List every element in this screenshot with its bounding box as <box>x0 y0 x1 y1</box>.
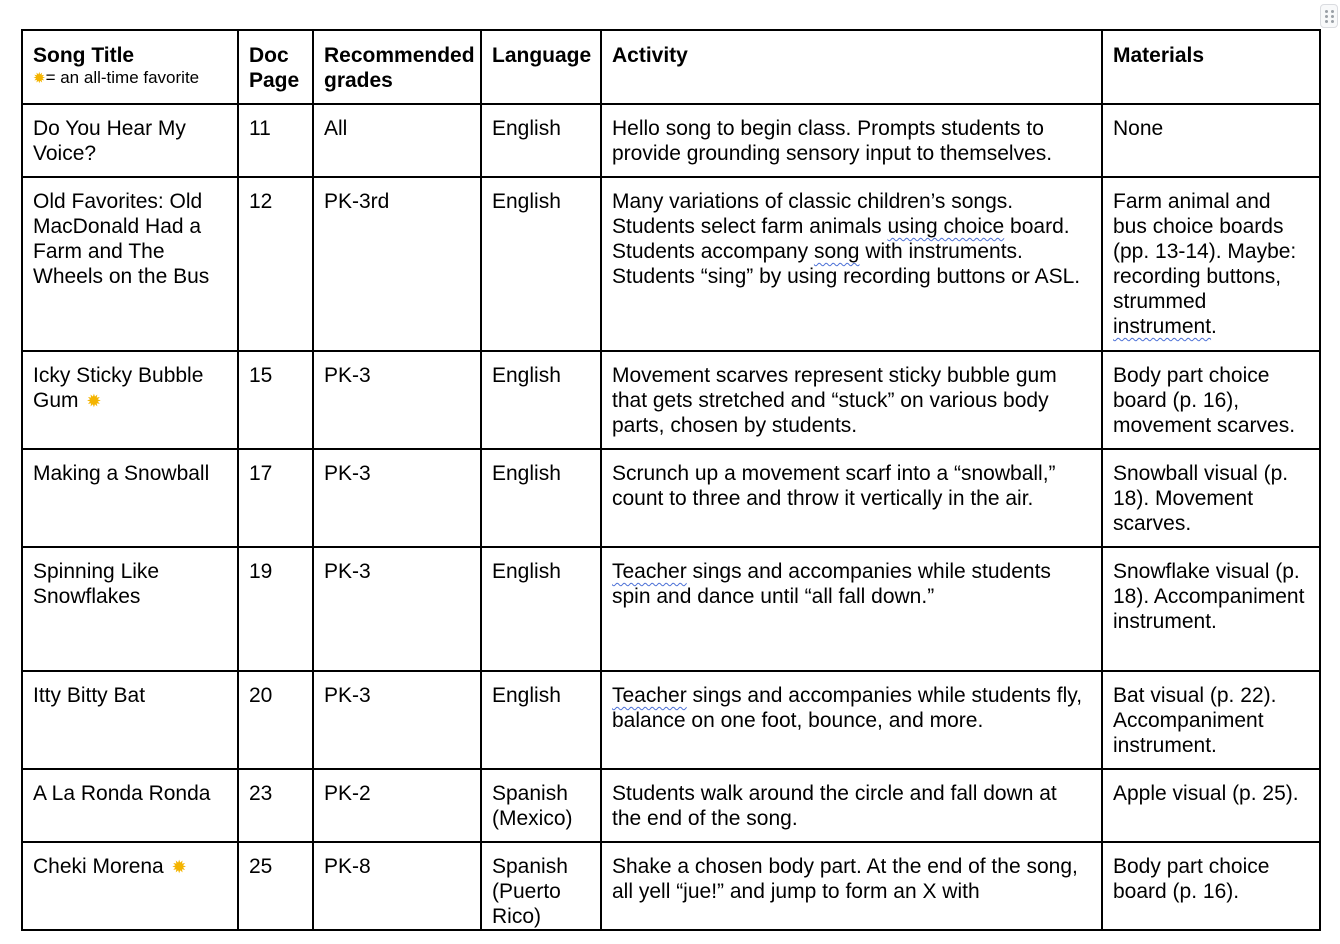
cell-grades[interactable]: All <box>313 104 481 177</box>
header-language[interactable]: Language <box>481 30 601 104</box>
favorite-star-icon: ✹ <box>171 857 187 877</box>
cell-materials[interactable]: Body part choice board (p. 16). <box>1102 842 1320 930</box>
cell-song-title[interactable]: Do You Hear My Voice? <box>22 104 238 177</box>
table-row <box>22 449 1320 547</box>
favorite-star-icon: ✹ <box>33 70 46 87</box>
spelling-flag[interactable]: song <box>813 240 860 263</box>
cell-doc-page[interactable]: 19 <box>238 547 313 671</box>
cell-grades[interactable]: PK-8 <box>313 842 481 930</box>
activity-text: with instruments. Students “sing” by using recording buttons or ASL. <box>612 240 1081 288</box>
song-title-text: Cheki Morena <box>33 855 164 878</box>
materials-text: . <box>1211 315 1217 338</box>
song-table <box>21 29 1321 931</box>
favorite-legend <box>33 68 227 89</box>
cell-materials[interactable]: Body part choice board (p. 16), movement scarves. <box>1102 351 1320 449</box>
activity-text: Many variations of classic children’s songs. Students select farm animals <box>612 190 1014 238</box>
song-title-text: Icky Sticky Bubble Gum <box>33 364 204 412</box>
cell-song-title[interactable]: Spinning Like Snowflakes <box>22 547 238 671</box>
cell-doc-page[interactable]: 12 <box>238 177 313 351</box>
cell-doc-page[interactable]: 20 <box>238 671 313 769</box>
cell-grades[interactable]: PK-3rd <box>313 177 481 351</box>
header-doc-page[interactable]: Doc Page <box>238 30 313 104</box>
drag-handle-icon[interactable] <box>1320 4 1338 28</box>
spelling-flag[interactable]: using choice <box>887 215 1005 238</box>
cell-grades[interactable]: PK-3 <box>313 449 481 547</box>
cell-materials[interactable]: Snowball visual (p. 18). Movement scarves. <box>1102 449 1320 547</box>
cell-language[interactable]: Spanish (Puerto Rico) <box>481 842 601 930</box>
cell-doc-page[interactable]: 25 <box>238 842 313 930</box>
cell-activity[interactable] <box>601 547 1102 671</box>
spelling-flag[interactable]: Teacher <box>612 560 687 583</box>
cell-doc-page[interactable]: 23 <box>238 769 313 842</box>
cell-activity[interactable]: Scrunch up a movement scarf into a “snowball,” count to three and throw it vertically in the air. <box>601 449 1102 547</box>
activity-text: sings and accompanies while students fly, balance on one foot, bounce, and more. <box>612 684 1083 732</box>
cell-language[interactable]: English <box>481 547 601 671</box>
table-row <box>22 547 1320 671</box>
header-song-title-label: Song Title <box>33 44 135 67</box>
favorite-star-icon: ✹ <box>86 391 102 411</box>
cell-grades[interactable]: PK-2 <box>313 769 481 842</box>
cell-doc-page[interactable]: 11 <box>238 104 313 177</box>
cell-grades[interactable]: PK-3 <box>313 351 481 449</box>
cell-song-title[interactable]: Old Favorites: Old MacDonald Had a Farm and The Wheels on the Bus <box>22 177 238 351</box>
spelling-flag[interactable]: instrument <box>1113 315 1212 338</box>
cell-song-title[interactable]: Making a Snowball <box>22 449 238 547</box>
cell-language[interactable]: Spanish (Mexico) <box>481 769 601 842</box>
cell-materials[interactable]: Apple visual (p. 25). <box>1102 769 1320 842</box>
cell-grades[interactable]: PK-3 <box>313 547 481 671</box>
table-row <box>22 351 1320 449</box>
cell-materials[interactable]: Bat visual (p. 22). Accompaniment instrument. <box>1102 671 1320 769</box>
spelling-flag[interactable]: Teacher <box>612 684 687 707</box>
table-row <box>22 671 1320 769</box>
cell-activity[interactable]: Hello song to begin class. Prompts students to provide grounding sensory input to themselves. <box>601 104 1102 177</box>
header-materials[interactable]: Materials <box>1102 30 1320 104</box>
cell-song-title[interactable]: Itty Bitty Bat <box>22 671 238 769</box>
cell-grades[interactable]: PK-3 <box>313 671 481 769</box>
cell-song-title[interactable]: A La Ronda Ronda <box>22 769 238 842</box>
table-row <box>22 177 1320 351</box>
cell-language[interactable]: English <box>481 351 601 449</box>
cell-activity[interactable] <box>601 671 1102 769</box>
table-header-row <box>22 30 1320 104</box>
cell-doc-page[interactable]: 15 <box>238 351 313 449</box>
activity-text: board. Students accompany <box>612 215 1070 263</box>
header-song-title[interactable] <box>22 30 238 104</box>
table-row <box>22 842 1320 930</box>
cell-materials[interactable]: Snowflake visual (p. 18). Accompaniment instrument. <box>1102 547 1320 671</box>
table-row <box>22 769 1320 842</box>
table-row <box>22 104 1320 177</box>
cell-doc-page[interactable]: 17 <box>238 449 313 547</box>
cell-song-title[interactable] <box>22 842 238 930</box>
cell-song-title[interactable] <box>22 351 238 449</box>
cell-materials[interactable]: None <box>1102 104 1320 177</box>
cell-activity[interactable]: Movement scarves represent sticky bubble gum that gets stretched and “stuck” on various body parts, chosen by students. <box>601 351 1102 449</box>
cell-activity[interactable]: Shake a chosen body part. At the end of the song, all yell “jue!” and jump to form an X with <box>601 842 1102 930</box>
cell-materials[interactable] <box>1102 177 1320 351</box>
cell-language[interactable]: English <box>481 104 601 177</box>
cell-language[interactable]: English <box>481 671 601 769</box>
header-activity[interactable]: Activity <box>601 30 1102 104</box>
cell-activity[interactable]: Students walk around the circle and fall down at the end of the song. <box>601 769 1102 842</box>
cell-activity[interactable] <box>601 177 1102 351</box>
materials-text: Farm animal and bus choice boards (pp. 13-14). Maybe: recording buttons, strummed <box>1113 190 1297 313</box>
favorite-legend-text: = an all-time favorite <box>45 68 200 87</box>
activity-text: sings and accompanies while students spin and dance until “all fall down.” <box>612 560 1051 608</box>
cell-language[interactable]: English <box>481 177 601 351</box>
header-recommended-grades[interactable]: Recommended grades <box>313 30 481 104</box>
cell-language[interactable]: English <box>481 449 601 547</box>
